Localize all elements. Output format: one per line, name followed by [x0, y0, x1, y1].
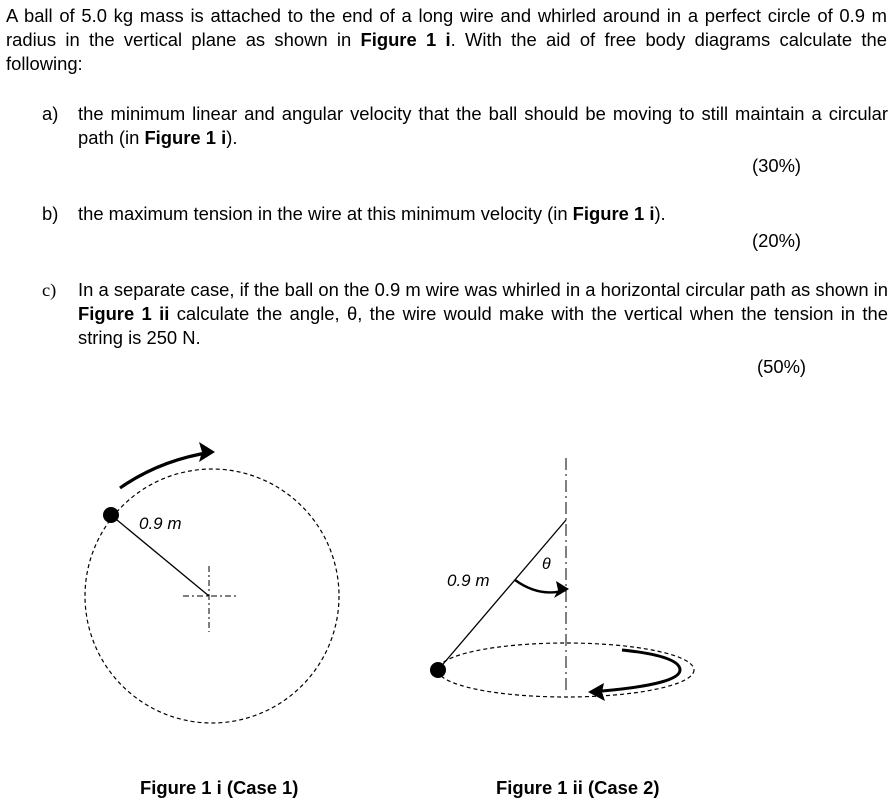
rotation-direction-arrow — [602, 650, 680, 691]
intro-text-1: A ball of 5.0 kg mass is attached to the end of a long wire and whirled around in a perfect circle of 0.9 m radius in the vertical plane as shown in — [6, 5, 887, 50]
question-b-weight: (20%) — [752, 230, 802, 251]
figure-1i — [85, 442, 339, 723]
question-b-text-1: the maximum tension in the wire at this minimum velocity (in — [78, 203, 573, 224]
question-c-weight: (50%) — [757, 356, 807, 377]
question-b-figure-ref: Figure 1 i — [572, 203, 655, 224]
intro-figure-ref: Figure 1 i — [360, 29, 451, 50]
intro-text-2: . With the aid of free body diagrams calculate the following: — [6, 29, 887, 74]
question-a-figure-ref: Figure 1 i — [144, 127, 227, 148]
question-c-text-2: calculate the angle, θ, the wire would make with the vertical when the tension in the string is 250 N. — [78, 303, 888, 348]
question-a-label: a) — [42, 103, 59, 124]
question-c-text-1: In a separate case, if the ball on the 0.9 m wire was whirled in a horizontal circular path as shown in — [78, 279, 888, 300]
question-a-text-1: the minimum linear and angular velocity that the ball should be moving to still maintain a circular path (in — [78, 103, 888, 148]
question-a-text-2: ). — [226, 127, 238, 148]
rotation-arrowhead — [199, 442, 215, 462]
question-b-text-2: ). — [654, 203, 666, 224]
angle-arc-arrowhead — [554, 581, 569, 598]
figure-1ii — [430, 458, 694, 701]
radius-label: 0.9 m — [447, 571, 490, 590]
ball — [103, 507, 119, 523]
question-c-label: c) — [42, 280, 57, 300]
question-c-figure-ref: Figure 1 ii — [78, 303, 170, 324]
figure-1ii-caption: Figure 1 ii (Case 2) — [496, 777, 660, 798]
question-b-label: b) — [42, 203, 59, 224]
radius-label: 0.9 m — [139, 514, 182, 533]
ball — [430, 662, 446, 678]
theta-label: θ — [542, 556, 551, 573]
question-a-weight: (30%) — [752, 155, 802, 176]
wire — [438, 520, 566, 670]
figure-1i-caption: Figure 1 i (Case 1) — [140, 777, 299, 798]
